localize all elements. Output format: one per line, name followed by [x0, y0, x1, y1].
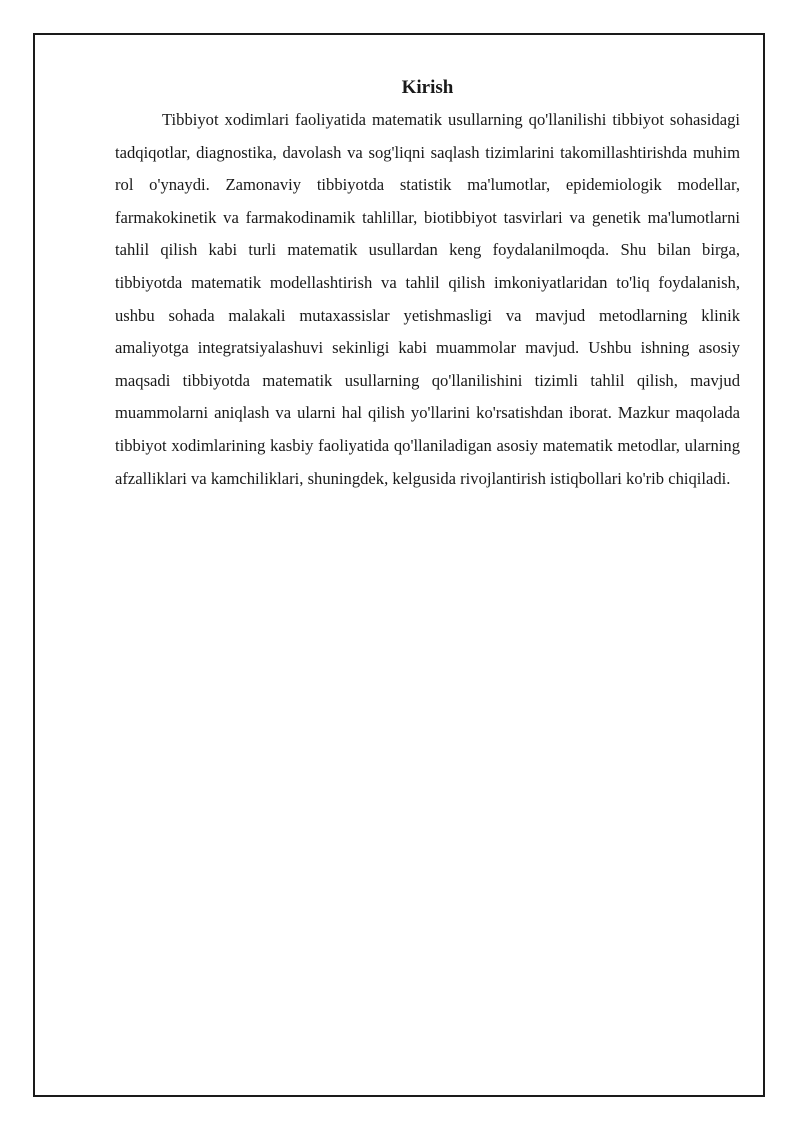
section-heading: Kirish	[401, 77, 454, 98]
document-body	[115, 74, 740, 495]
intro-paragraph: Tibbiyot xodimlari faoliyatida matematik usullarning qo'llanilishi tibbiyot sohasidagi tadqiqotlar, diagnostika, davolash va sog'liqni saqlash tizimlarini takomillashtirishda muhim rol o'ynaydi. Zamonaviy tibbiyotda statistik ma'lumotlar, epidemiologik modellar, farmakokinetik va farmakodinamik tahlillar, biotibbiyot tasvirlari va genetik ma'lumotlarni tahlil qilish kabi turli matematik usullardan keng foydalanilmoqda. Shu bilan birga, tibbiyotda matematik modellashtirish va tahlil qilish imkoniyatlaridan to'liq foydalanish, ushbu sohada malakali mutaxassislar yetishmasligi va mavjud metodlarning klinik amaliyotga integratsiyalashuvi sekinligi kabi muammolar mavjud. Ushbu ishning asosiy maqsadi tibbiyotda matematik usullarning qo'llanilishini tizimli tahlil qilish, mavjud muammolarni aniqlash va ularni hal qilish yo'llarini ko'rsatishdan iborat. Mazkur maqolada tibbiyot xodimlarining kasbiy faoliyatida qo'llaniladigan asosiy matematik metodlar, ularning afzalliklari va kamchiliklari, shuningdek, kelgusida rivojlantirish istiqbollari ko'rib chiqiladi.	[115, 110, 740, 488]
